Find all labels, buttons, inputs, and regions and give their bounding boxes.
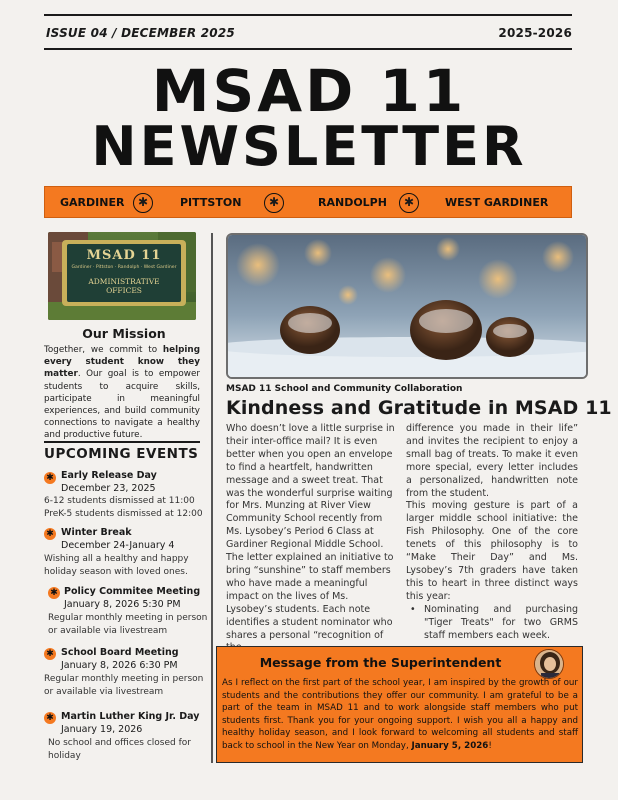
school-year: 2025-2026 bbox=[498, 26, 572, 40]
pinecones-photo bbox=[226, 233, 588, 379]
superintendent-avatar bbox=[534, 649, 564, 679]
event-asterisk-icon: ✱ bbox=[44, 712, 56, 724]
sign-line-1: ADMINISTRATIVE bbox=[88, 277, 160, 286]
administrative-offices-photo bbox=[48, 232, 196, 320]
header-rule bbox=[44, 48, 572, 50]
event-asterisk-icon: ✱ bbox=[48, 587, 60, 599]
article-paragraph: Who doesn’t love a little surprise in their inter-office mail? It is even better when you open an envelope to find a heartfelt, handwritten message and a sweet treat. That was the wonderful surprise waiting for Mrs. Munzing at River View Community School recently from Ms. Lysobey’s Period 6 Class at Gardiner Regional Middle School. bbox=[226, 423, 395, 551]
event-asterisk-icon: ✱ bbox=[44, 472, 56, 484]
sign-line-2: OFFICES bbox=[106, 286, 142, 295]
article-kicker: MSAD 11 School and Community Collaboration bbox=[226, 384, 463, 394]
event-date: January 8, 2026 6:30 PM bbox=[61, 660, 178, 671]
sign-name: MSAD 11 bbox=[86, 248, 162, 263]
town-west-gardiner: WEST GARDINER bbox=[445, 196, 549, 209]
event-date: December 24-January 4 bbox=[61, 540, 175, 551]
column-divider bbox=[211, 233, 213, 763]
article-column-2 bbox=[406, 423, 578, 604]
asterisk-icon: ✱ bbox=[399, 193, 419, 213]
event-date: December 23, 2025 bbox=[61, 483, 156, 494]
issue-label: ISSUE 04 / DECEMBER 2025 bbox=[46, 26, 235, 40]
event-name: Winter Break bbox=[61, 527, 132, 538]
article-headline: Kindness and Gratitude in MSAD 11 bbox=[226, 397, 612, 419]
town-pittston: PITTSTON bbox=[180, 196, 242, 209]
town-randolph: RANDOLPH bbox=[318, 196, 387, 209]
article-bullets bbox=[410, 604, 578, 643]
article-paragraph: The letter explained an initiative to bring “sunshine” to staff members who have made a meaningful impact on the lives of Ms. Lysobey’s students. Each note identifies a student nominator who shares a personal “recognition of bbox=[226, 552, 394, 641]
mission-text: Together, we commit to helping every student know they matter. Our goal is to empower students to acquire skills, participate in meaningful experiences, and build community connections to navigate a healthy and productive future. bbox=[44, 345, 200, 441]
bullet-item: • Nominating and purchasing "Tiger Treats" for two GRMS staff members each week. bbox=[410, 604, 578, 643]
events-title: UPCOMING EVENTS bbox=[44, 446, 199, 462]
superintendent-title: Message from the Superintendent bbox=[259, 655, 502, 670]
asterisk-icon: ✱ bbox=[264, 193, 284, 213]
towns-band bbox=[44, 186, 572, 218]
superintendent-message-box bbox=[216, 646, 583, 763]
event-desc: Wishing all a healthy and happy holiday season with loved ones. bbox=[44, 554, 189, 577]
article-paragraph: difference you made in their life” and invites the recipient to enjoy a small bag of treats. To make it even more special, every letter includes a personalized, handwritten note from the student. bbox=[406, 423, 578, 499]
event-desc: Regular monthly meeting in person or available via livestream bbox=[48, 613, 208, 636]
event-name: Policy Commitee Meeting bbox=[64, 586, 201, 597]
masthead-line-1: MSAD 11 bbox=[151, 57, 467, 125]
asterisk-icon: ✱ bbox=[133, 193, 153, 213]
top-rule bbox=[44, 14, 572, 16]
event-date: January 19, 2026 bbox=[61, 724, 143, 735]
event-date: January 8, 2026 5:30 PM bbox=[64, 599, 181, 610]
sign-towns: Gardiner · Pittston · Randolph · West Gardiner bbox=[71, 265, 177, 270]
event-name: School Board Meeting bbox=[61, 647, 179, 658]
event-name: Martin Luther King Jr. Day bbox=[61, 711, 200, 722]
superintendent-text: As I reflect on the first part of the school year, I am inspired by the growth of our students and the contributions they offer our community. I am grateful to be a part of the team in MSAD 11 and to work alongside staff members who put students first. Thank you for your ongoing support. I wish you all a happy and healthy holiday season, and I look forward to welcoming all students and staff back to school in the New Year on Monday, January 5, 2026! bbox=[222, 678, 578, 751]
article-column-1 bbox=[226, 423, 396, 655]
event-name: Early Release Day bbox=[61, 470, 157, 481]
event-desc: PreK-5 students dismissed at 12:00 bbox=[44, 509, 203, 519]
event-desc: 6-12 students dismissed at 11:00 bbox=[44, 496, 195, 506]
article-paragraph: This moving gesture is part of a larger middle school initiative: the Fish Philosophy. One of the core tenets of this philosophy is to “Make Their Day” and Ms. Lysobey’s 7th graders have taken this to heart in three distinct ways this year: bbox=[406, 500, 578, 602]
event-desc: Regular monthly meeting in person or available via livestream bbox=[44, 674, 204, 697]
event-asterisk-icon: ✱ bbox=[44, 648, 56, 660]
events-divider bbox=[44, 441, 200, 443]
event-desc: No school and offices closed for holiday bbox=[48, 738, 191, 761]
town-gardiner: GARDINER bbox=[60, 196, 125, 209]
masthead-line-2: NEWSLETTER bbox=[91, 115, 527, 178]
mission-title: Our Mission bbox=[82, 326, 166, 341]
event-asterisk-icon: ✱ bbox=[44, 528, 56, 540]
